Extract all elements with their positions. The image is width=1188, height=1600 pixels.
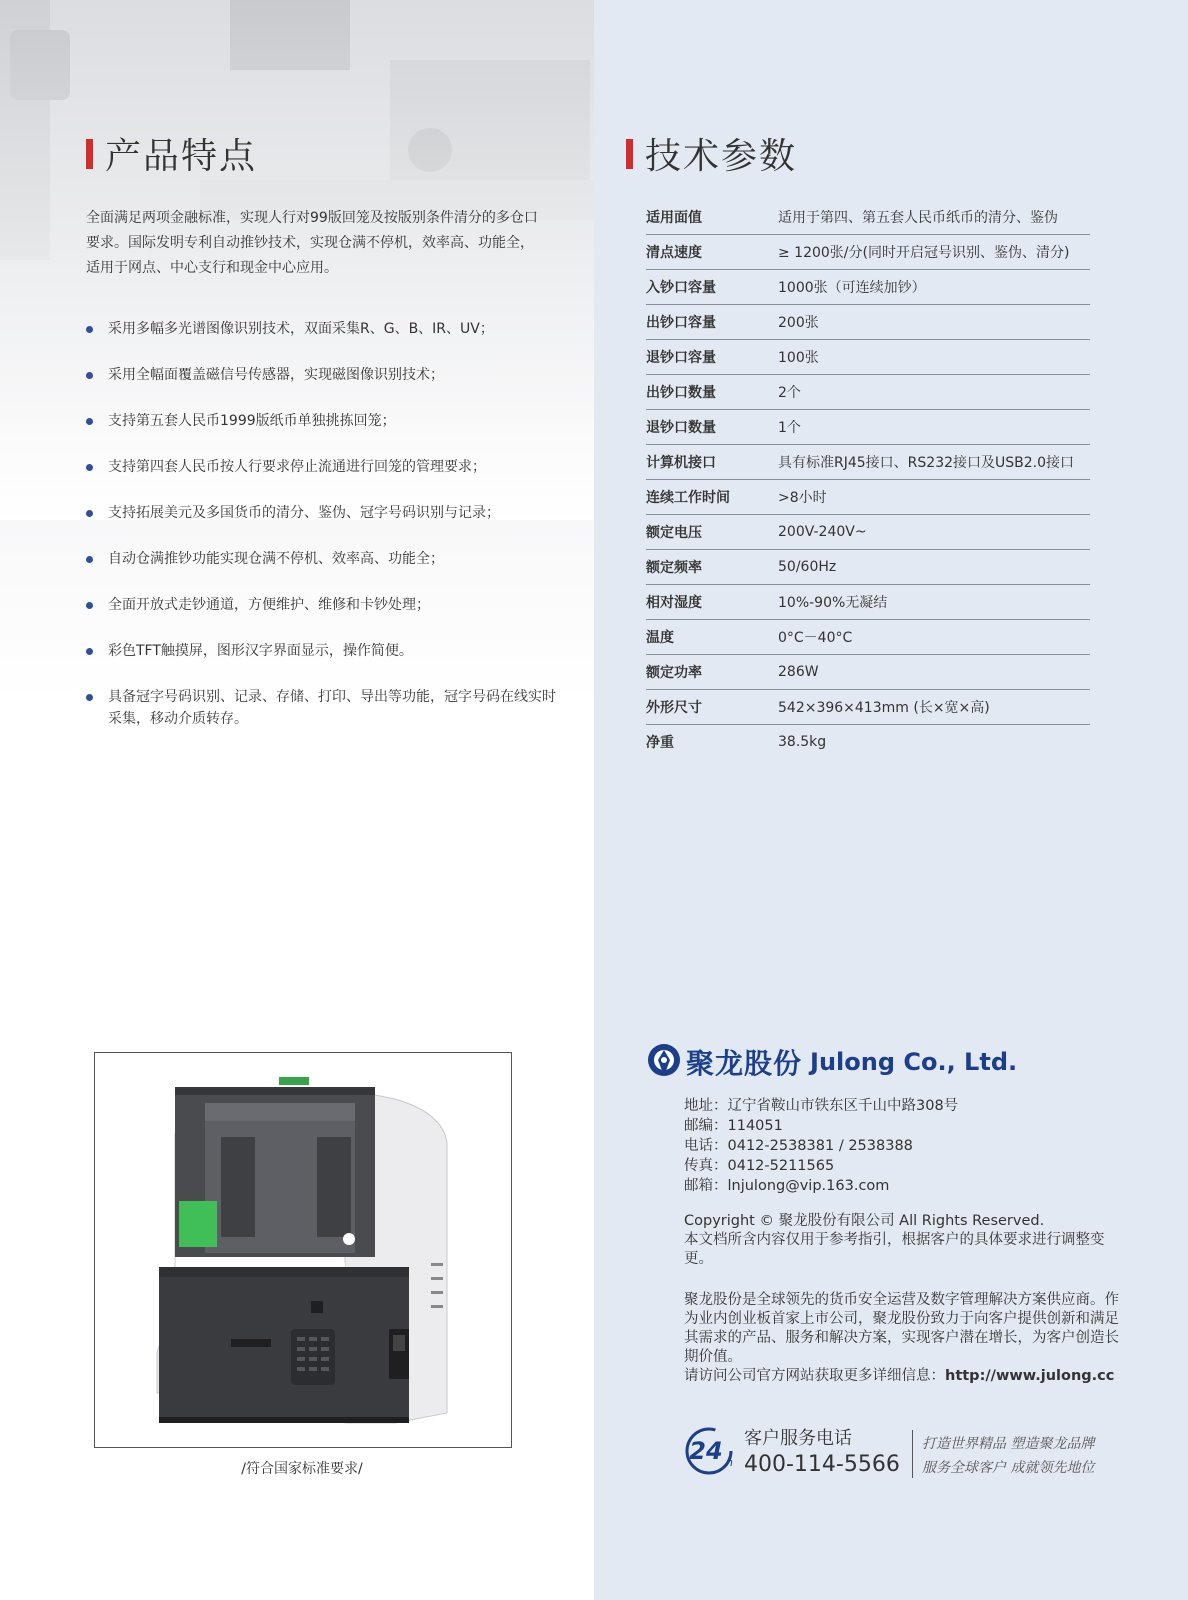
spec-key: 额定电压 <box>646 525 702 541</box>
spec-key: 入钞口容量 <box>646 280 716 296</box>
spec-key: 出钞口容量 <box>646 315 716 331</box>
spec-key: 适用面值 <box>646 210 702 226</box>
table-row <box>646 445 1090 480</box>
spec-key: 退钞口数量 <box>646 420 716 436</box>
features-intro: 全面满足两项金融标准，实现人行对99版回笼及按版别条件清分的多仓口要求。国际发明专利自动推钞技术，实现仓满不停机，效率高、功能全，适用于网点、中心支行和现金中心应用。 <box>86 210 538 276</box>
spec-value: 100张 <box>778 350 819 366</box>
spec-key: 外形尺寸 <box>646 700 702 716</box>
list-item: 彩色TFT触摸屏，图形汉字界面显示，操作简便。 <box>86 640 556 662</box>
features-title-text: 产品特点 <box>105 136 258 177</box>
contact-postcode: 邮编：114051 <box>684 1118 783 1134</box>
spec-key: 计算机接口 <box>646 455 716 471</box>
spec-value: 200张 <box>778 315 819 331</box>
bullet-dot-icon <box>86 556 93 563</box>
spec-value: 542×396×413mm (长×宽×高) <box>778 700 990 716</box>
about-block <box>684 1291 1124 1386</box>
bullet-dot-icon <box>86 694 93 701</box>
list-item: 采用多幅多光谱图像识别技术，双面采集R、G、B、IR、UV； <box>86 318 556 340</box>
contact-address: 地址：辽宁省鞍山市铁东区千山中路308号 <box>684 1098 959 1114</box>
24h-service-icon <box>684 1426 734 1476</box>
spec-value: ≥ 1200张/分(同时开启冠号识别、鉴伪、清分) <box>778 245 1070 261</box>
bullet-dot-icon <box>86 602 93 609</box>
specs-title <box>626 128 797 179</box>
customer-hotline <box>684 1424 900 1477</box>
photo-caption: /符合国家标准要求/ <box>241 1461 363 1477</box>
bullet-dot-icon <box>86 372 93 379</box>
table-row <box>646 690 1090 725</box>
table-row <box>646 340 1090 375</box>
disclaimer-text: 本文档所含内容仅用于参考指引，根据客户的具体要求进行调整变更。 <box>684 1232 1105 1267</box>
slogan: 打造世界精品 塑造聚龙品牌 服务全球客户 成就领先地位 <box>922 1436 1095 1476</box>
spec-value: 50/60Hz <box>778 559 837 575</box>
spec-value: 1000张（可连续加钞） <box>778 280 926 296</box>
list-item: 支持第五套人民币1999版纸币单独挑拣回笼； <box>86 410 556 432</box>
spec-value: 适用于第四、第五套人民币纸币的清分、鉴伪 <box>778 210 1058 226</box>
banknote-sorter-image <box>95 1053 511 1447</box>
table-row <box>646 270 1090 305</box>
title-accent-bar <box>626 139 633 169</box>
company-name-en: Julong Co., Ltd. <box>810 1048 1018 1076</box>
spec-table <box>646 200 1090 759</box>
spec-key: 出钞口数量 <box>646 385 716 401</box>
spec-value: 286W <box>778 664 819 680</box>
copyright-text: Copyright © 聚龙股份有限公司 All Rights Reserved. <box>684 1213 1045 1229</box>
table-row <box>646 410 1090 445</box>
website-link[interactable]: http://www.julong.cc <box>945 1368 1115 1384</box>
table-row <box>646 235 1090 270</box>
spec-key: 额定频率 <box>646 560 702 576</box>
features-title <box>86 128 257 179</box>
product-photo-frame <box>94 1052 512 1448</box>
table-row <box>646 585 1090 620</box>
badge-number: 24 <box>689 1436 723 1465</box>
list-item: 支持拓展美元及多国货币的清分、鉴伪、冠字号码识别与记录； <box>86 502 556 524</box>
spec-value: 2个 <box>778 385 801 401</box>
bullet-dot-icon <box>86 464 93 471</box>
contact-info <box>684 1096 958 1196</box>
spec-key: 相对湿度 <box>646 595 702 611</box>
copyright-block <box>684 1212 1124 1269</box>
spec-key: 清点速度 <box>646 245 702 261</box>
divider <box>912 1430 913 1478</box>
spec-value: 0°C－40°C <box>778 630 853 646</box>
table-row <box>646 515 1090 550</box>
table-row <box>646 375 1090 410</box>
list-item: 采用全幅面覆盖磁信号传感器，实现磁图像识别技术； <box>86 364 556 386</box>
contact-phone: 电话：0412-2538381 / 2538388 <box>684 1138 913 1154</box>
company-brand <box>646 1042 1017 1082</box>
table-row <box>646 655 1090 690</box>
hotline-label: 客户服务电话 <box>744 1428 852 1449</box>
badge-hour: h <box>726 1455 733 1469</box>
bullet-dot-icon <box>86 648 93 655</box>
table-row <box>646 305 1090 340</box>
spec-value: 1个 <box>778 420 801 436</box>
spec-key: 温度 <box>646 630 674 646</box>
about-text: 聚龙股份是全球领先的货币安全运营及数字管理解决方案供应商。作为业内创业板首家上市公司，聚龙股份致力于向客户提供创新和满足其需求的产品、服务和解决方案，实现客户潜在增长，为客户创造长期价值。 <box>684 1292 1119 1365</box>
website-line: 请访问公司官方网站获取更多详细信息：http://www.julong.cc <box>684 1368 1115 1384</box>
spec-key: 额定功率 <box>646 665 702 681</box>
bullet-dot-icon <box>86 326 93 333</box>
julong-logo-icon <box>646 1042 682 1082</box>
hotline-number: 400-114-5566 <box>744 1452 900 1477</box>
table-row <box>646 620 1090 655</box>
company-name-cn: 聚龙股份 <box>686 1047 803 1080</box>
spec-key: 净重 <box>646 735 674 751</box>
table-row <box>646 550 1090 585</box>
bullet-dot-icon <box>86 418 93 425</box>
specs-title-text: 技术参数 <box>645 136 798 177</box>
contact-email: 邮箱：lnjulong@vip.163.com <box>684 1178 890 1194</box>
list-item: 具备冠字号码识别、记录、存储、打印、导出等功能，冠字号码在线实时采集，移动介质转存。 <box>86 686 556 730</box>
spec-key: 退钞口容量 <box>646 350 716 366</box>
table-row <box>646 200 1090 235</box>
list-item: 全面开放式走钞通道，方便维护、维修和卡钞处理； <box>86 594 556 616</box>
bullet-dot-icon <box>86 510 93 517</box>
spec-value: 10%-90%无凝结 <box>778 595 888 611</box>
spec-value: 具有标准RJ45接口、RS232接口及USB2.0接口 <box>778 455 1075 471</box>
list-item: 支持第四套人民币按人行要求停止流通进行回笼的管理要求； <box>86 456 556 478</box>
spec-value: 200V-240V~ <box>778 524 867 540</box>
title-accent-bar <box>86 139 93 169</box>
table-row <box>646 725 1090 759</box>
contact-fax: 传真：0412-5211565 <box>684 1158 835 1174</box>
list-item: 自动仓满推钞功能实现仓满不停机、效率高、功能全； <box>86 548 556 570</box>
feature-list <box>86 318 556 754</box>
spec-value: 38.5kg <box>778 734 827 750</box>
spec-value: >8小时 <box>778 490 827 506</box>
spec-key: 连续工作时间 <box>646 490 730 506</box>
table-row <box>646 480 1090 515</box>
